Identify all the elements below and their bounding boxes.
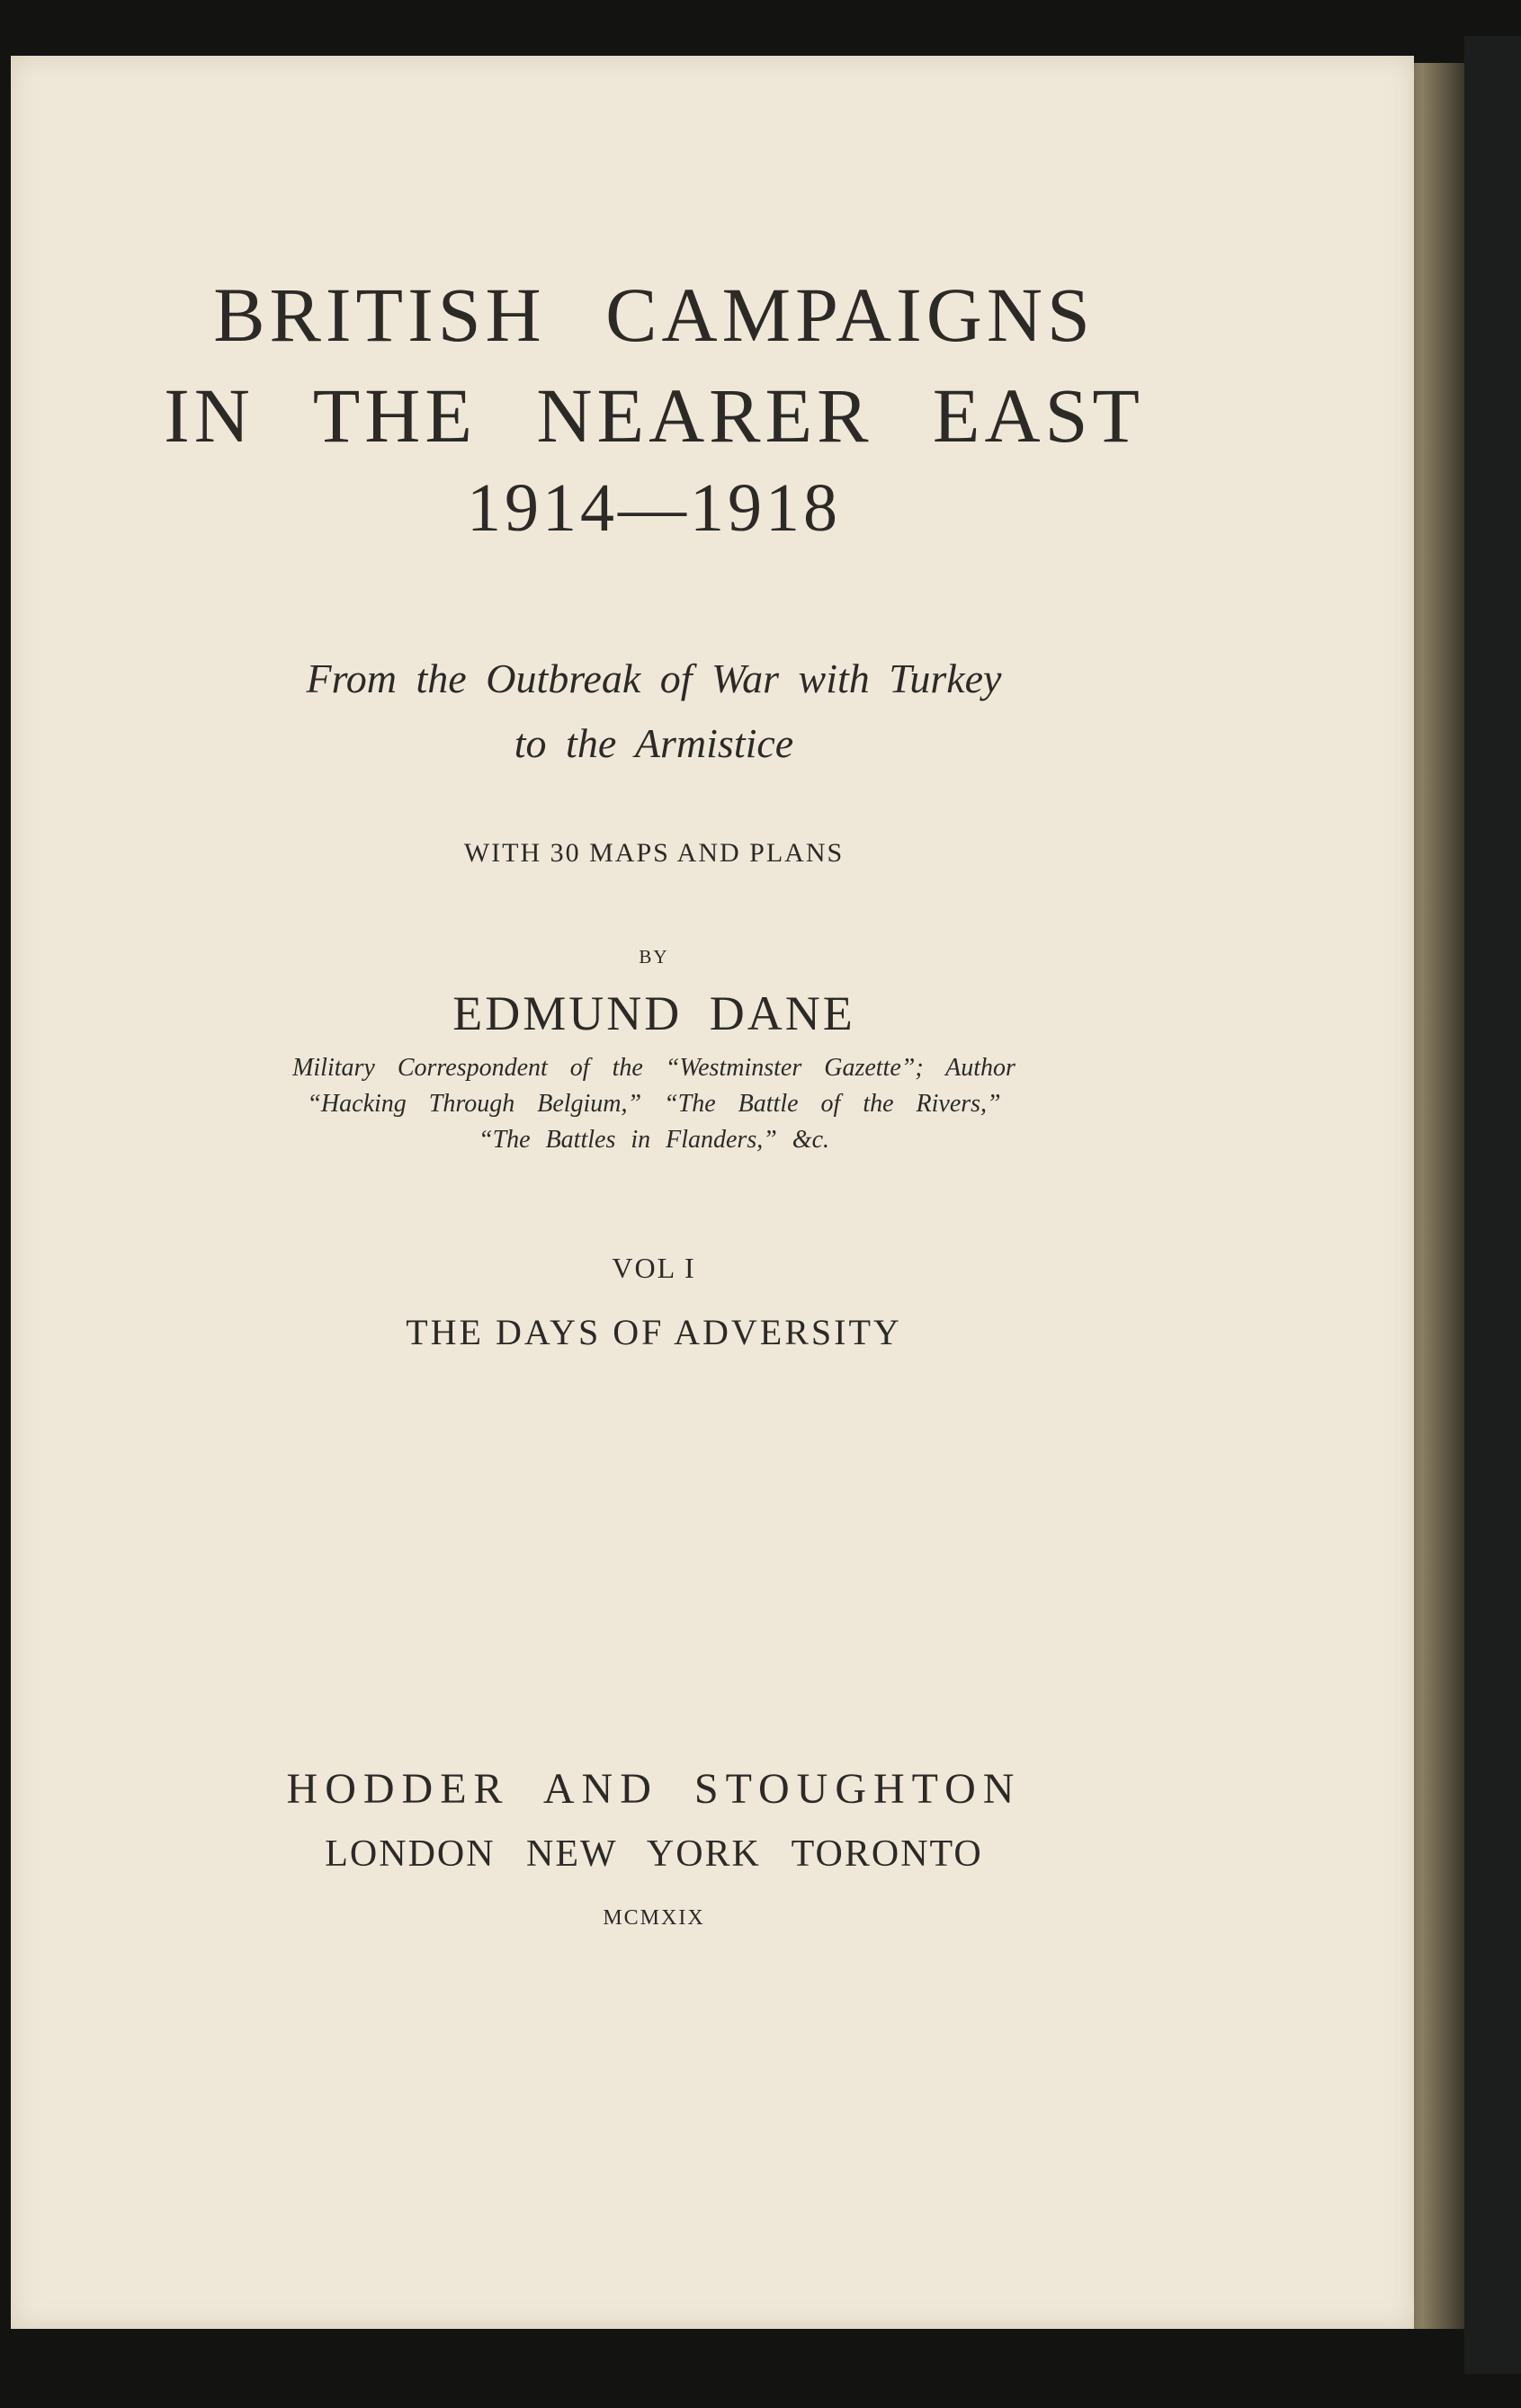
volume-title: THE DAYS OF ADVERSITY <box>406 1312 902 1352</box>
by-label: BY <box>639 946 669 968</box>
maps-note: WITH 30 MAPS AND PLANS <box>463 838 845 868</box>
book-title-line-1: BRITISH CAMPAIGNS <box>213 272 1095 358</box>
publisher-cities: LONDON NEW YORK TORONTO <box>325 1833 983 1875</box>
book-title-line-2: IN THE NEARER EAST <box>164 372 1144 459</box>
subtitle-line-2: to the Armistice <box>514 720 794 766</box>
subtitle-line-1: From the Outbreak of War with Turkey <box>306 656 1002 701</box>
author-name: EDMUND DANE <box>452 986 855 1040</box>
title-page <box>11 56 1414 2329</box>
author-credentials-line-3: “The Battles in Flanders,” &c. <box>479 1126 829 1154</box>
publisher-name: HODDER AND STOUGHTON <box>286 1765 1022 1813</box>
author-credentials-line-2: “Hacking Through Belgium,” “The Battle of the Rivers,” <box>307 1090 1001 1118</box>
volume-number: VOL I <box>612 1252 696 1284</box>
book-board <box>1464 36 1521 2374</box>
book-years: 1914—1918 <box>467 470 841 546</box>
publication-year: MCMXIX <box>603 1906 705 1930</box>
author-credentials-line-1: Military Correspondent of the “Westminster Gazette”; Author <box>292 1054 1015 1082</box>
